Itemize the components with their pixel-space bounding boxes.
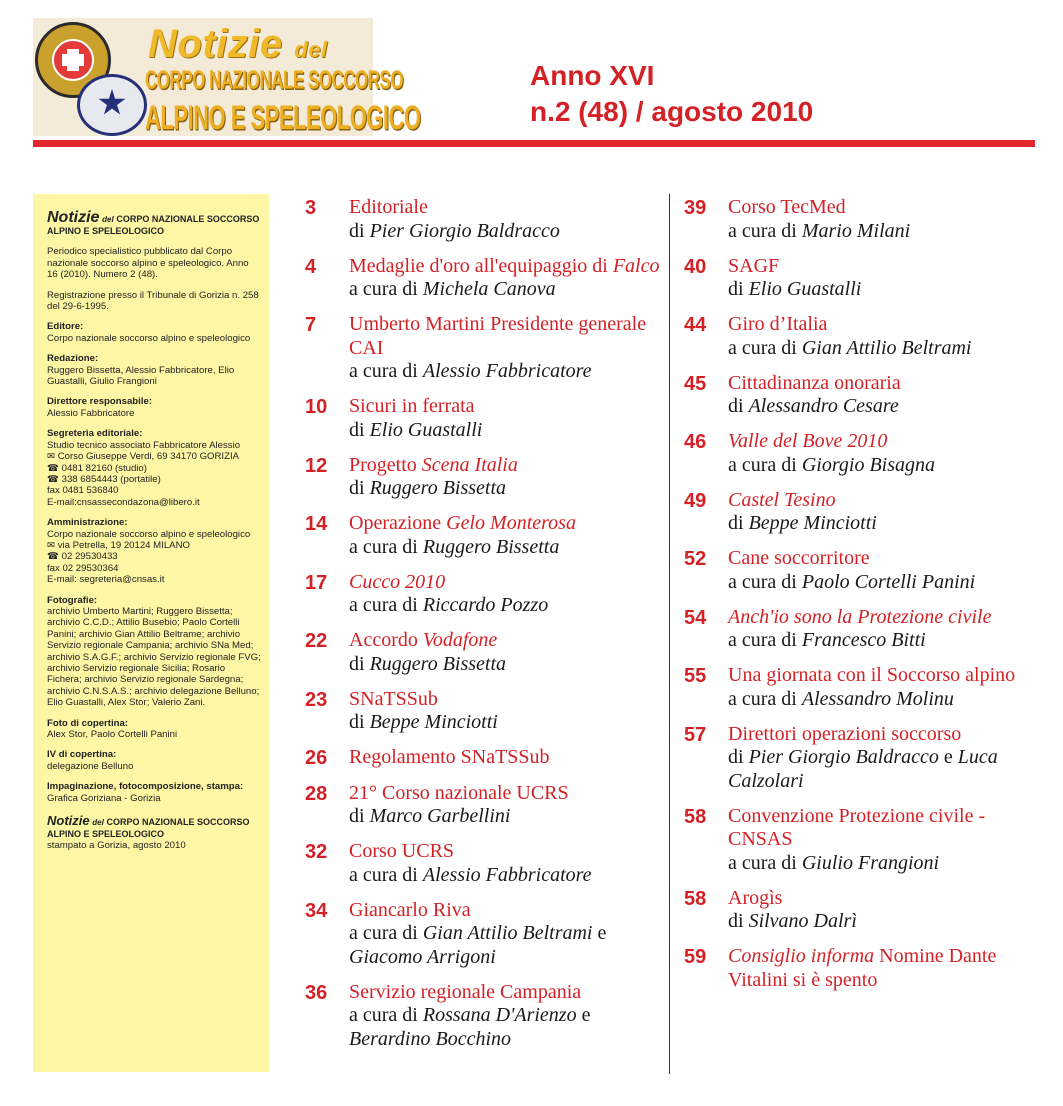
magazine-logo <box>33 18 421 137</box>
toc-page-number: 32 <box>305 841 328 863</box>
colophon-fotografie: Fotografie: archivio Umberto Martini; Ruggero Bissetta; archivio C.C.D.; Attilio Busebio; Paolo Cortelli Panini; archivio Gian Attilio Beltrame; archivio Servizio regionale Campania; archivio SNa Med; archivio S.A.G.F.; archivio Servizio regionale FVG; archivio Servizio regionale Sicilia; Rosario Fichera; archivio Servizio regionale Sardegna; archivio C.N.S.A.S.; archivio delegazione Belluno; Elio Guastalli, Alex Stor; Valerio Zani. <box>47 594 261 709</box>
colophon-redazione: Redazione: Ruggero Bissetta, Alessio Fabbricatore, Elio Guastalli, Giulio Frangioni <box>47 353 235 388</box>
toc-title: SAGF <box>728 254 780 277</box>
toc-author: di Pier Giorgio Baldracco e Luca Calzolari <box>728 746 998 792</box>
issue-number: n.2 (48) / agosto 2010 <box>530 96 814 127</box>
toc-page-number: 39 <box>684 197 707 219</box>
toc-page-number: 23 <box>305 688 328 711</box>
header-divider <box>33 140 1035 147</box>
toc-title: Castel Tesino <box>728 488 836 511</box>
logo-title: Notizie del <box>148 22 328 66</box>
toc-column-left <box>305 196 660 1063</box>
toc-title: Una giornata con il Soccorso alpino <box>728 664 1016 686</box>
toc-page-number: 3 <box>305 197 317 219</box>
toc-title: Consiglio informa Nomine Dante Vitalini si è spento <box>728 945 997 991</box>
toc-page-number: 55 <box>684 665 707 687</box>
toc-author: di Ruggero Bissetta <box>349 652 507 675</box>
toc-author: a cura di Francesco Bitti <box>728 629 926 651</box>
toc-author: di Elio Guastalli <box>349 418 483 441</box>
toc-author: di Silvano Dalrì <box>728 910 857 932</box>
toc-page-number: 49 <box>684 489 707 512</box>
colophon-copertina: Foto di copertina: Alex Stor, Paolo Cortelli Panini <box>47 717 178 741</box>
toc-title: Corso UCRS <box>349 840 455 862</box>
toc-page-number: 52 <box>684 548 707 570</box>
toc-page-number: 54 <box>684 606 707 629</box>
toc-title: Anch'io sono la Protezione civile <box>728 605 992 628</box>
toc-title: Giancarlo Riva <box>349 898 471 921</box>
colophon-registration: Registrazione presso il Tribunale di Gorizia n. 258 del 29-6-1995. <box>47 289 259 313</box>
issue-info <box>530 58 813 130</box>
toc-title: Valle del Bove 2010 <box>728 430 888 452</box>
toc-entry <box>684 887 1044 934</box>
toc-entry <box>305 571 660 618</box>
toc-entry <box>305 840 660 887</box>
toc-title: Cittadinanza onoraria <box>728 371 901 394</box>
toc-column-right <box>684 196 1044 1004</box>
toc-entry <box>305 688 660 735</box>
toc-title: Medaglie d'oro all'equipaggio di Falco <box>349 254 660 277</box>
toc-entry <box>305 782 660 829</box>
toc-title: Convenzione Protezione civile - CNSAS <box>728 804 986 850</box>
toc-author: di Elio Guastalli <box>728 278 862 300</box>
toc-author: a cura di Gian Attilio Beltrami e Giacomo Arrigoni <box>349 922 607 968</box>
toc-entry <box>684 430 1044 477</box>
colophon-footer: Notizie del CORPO NAZIONALE SOCCORSO ALPINO E SPELEOLOGICO stampato a Gorizia, agosto 2010 <box>47 813 250 852</box>
toc-entry <box>305 746 660 770</box>
toc-author: di Beppe Minciotti <box>728 512 877 534</box>
toc-author: a cura di Alessandro Molinu <box>728 687 954 710</box>
toc-entry <box>684 255 1044 302</box>
toc-page-number: 10 <box>305 396 328 418</box>
toc-author: a cura di Michela Canova <box>349 278 556 300</box>
issue-year: Anno XVI <box>530 60 655 91</box>
toc-page-number: 17 <box>305 571 328 594</box>
toc-entry <box>684 664 1044 711</box>
toc-title: Regolamento SNaTSSub <box>349 746 550 768</box>
toc-entry <box>684 723 1044 794</box>
toc-author: a cura di Giulio Frangioni <box>728 851 940 874</box>
toc-author: a cura di Paolo Cortelli Panini <box>728 570 976 593</box>
toc-title: Editoriale <box>349 196 428 218</box>
colophon-iv-copertina: IV di copertina: delegazione Belluno <box>47 749 134 772</box>
toc-entry <box>684 196 1044 243</box>
toc-page-number: 45 <box>684 372 707 395</box>
toc-entry <box>305 981 660 1052</box>
toc-title: 21° Corso nazionale UCRS <box>349 781 569 804</box>
toc-page-number: 57 <box>684 723 707 746</box>
toc-title: Arogìs <box>728 886 783 909</box>
colophon-masthead: Notizie del CORPO NAZIONALE SOCCORSO ALPINO E SPELEOLOGICO <box>47 209 260 236</box>
cai-emblem-icon <box>77 74 147 136</box>
toc-page-number: 40 <box>684 255 707 278</box>
toc-entry <box>684 606 1044 653</box>
toc-page-number: 34 <box>305 899 328 922</box>
logo-subtitle-line1: CORPO NAZIONALE SOCCORSO <box>145 66 404 95</box>
toc-author: a cura di Mario Milani <box>728 219 911 242</box>
toc-entry <box>684 489 1044 536</box>
toc-page-number: 59 <box>684 946 707 968</box>
toc-author: a cura di Giorgio Bisagna <box>728 453 936 476</box>
toc-author: a cura di Ruggero Bissetta <box>349 535 560 558</box>
toc-page-number: 14 <box>305 513 328 535</box>
logo-subtitle-line2: ALPINO E SPELEOLOGICO <box>145 98 421 137</box>
colophon-impaginazione: Impaginazione, fotocomposizione, stampa: Grafica Goriziana - Gorizia <box>47 781 244 804</box>
toc-author: di Marco Garbellini <box>349 805 511 827</box>
toc-page-number: 22 <box>305 630 328 652</box>
toc-page-number: 44 <box>684 314 707 336</box>
toc-title: Cucco 2010 <box>349 570 446 593</box>
toc-page-number: 7 <box>305 314 317 336</box>
toc-title: Servizio regionale Campania <box>349 980 582 1003</box>
toc-title: Umberto Martini Presidente generale CAI <box>349 313 647 359</box>
toc-title: Progetto Scena Italia <box>349 453 518 476</box>
colophon-amministrazione: Amministrazione: Corpo nazionale soccorso alpino e speleologico ✉ via Petrella, 19 20124 MILANO ☎ 02 29530433 fax 02 29530364 E-mail: segreteria@cnsas.it <box>47 517 251 586</box>
toc-title: Corso TecMed <box>728 196 846 218</box>
toc-author: a cura di Alessio Fabbricatore <box>349 360 592 382</box>
toc-entry <box>305 629 660 676</box>
toc-entry <box>305 196 660 243</box>
toc-title: Operazione Gelo Monterosa <box>349 512 576 534</box>
colophon-segreteria: Segreteria editoriale: Studio tecnico associato Fabbricatore Alessio ✉ Corso Giuseppe Verdi, 69 34170 GORIZIA ☎ 0481 82160 (studio) ☎ 338 6854443 (portatile) fax 0481 536840 E-mail:cnsassecondazona@libero.it <box>47 428 241 508</box>
toc-page-number: 12 <box>305 454 328 477</box>
toc-entry <box>305 899 660 970</box>
toc-title: Direttori operazioni soccorso <box>728 722 962 745</box>
column-divider <box>669 194 670 1074</box>
toc-author: a cura di Alessio Fabbricatore <box>349 863 592 886</box>
toc-title: Accordo Vodafone <box>349 629 498 651</box>
toc-entry <box>305 454 660 501</box>
toc-entry <box>305 255 660 302</box>
toc-title: SNaTSSub <box>349 687 438 710</box>
toc-author: di Alessandro Cesare <box>728 395 899 417</box>
toc-entry <box>305 512 660 559</box>
toc-author: di Ruggero Bissetta <box>349 477 507 499</box>
toc-author: di Pier Giorgio Baldracco <box>349 219 560 242</box>
toc-entry <box>684 547 1044 594</box>
toc-entry <box>684 805 1044 876</box>
toc-author: a cura di Rossana D'Arienzo e Berardino Bocchino <box>349 1004 591 1050</box>
toc-page-number: 26 <box>305 747 328 769</box>
colophon-direttore: Direttore responsabile: Alessio Fabbricatore <box>47 396 153 419</box>
toc-page-number: 4 <box>305 255 317 278</box>
toc-author: di Beppe Minciotti <box>349 711 498 733</box>
toc-entry <box>305 313 660 384</box>
toc-page-number: 28 <box>305 782 328 805</box>
toc-page-number: 58 <box>684 887 707 910</box>
toc-author: a cura di Riccardo Pozzo <box>349 594 549 616</box>
colophon-sidebar <box>33 194 269 1072</box>
toc-entry <box>684 313 1044 360</box>
toc-title: Sicuri in ferrata <box>349 395 475 417</box>
toc-page-number: 36 <box>305 981 328 1004</box>
toc-entry <box>684 372 1044 419</box>
toc-page-number: 46 <box>684 431 707 453</box>
toc-title: Cane soccorritore <box>728 547 870 569</box>
toc-entry <box>305 395 660 442</box>
toc-entry <box>684 945 1044 992</box>
toc-title: Giro d’Italia <box>728 313 828 335</box>
colophon-editore: Editore: Corpo nazionale soccorso alpino e speleologico <box>47 321 251 344</box>
colophon-intro: Periodico specialistico pubblicato dal Corpo nazionale soccorso alpino e speleologico. Anno 16 (2010). Numero 2 (48). <box>47 246 249 281</box>
toc-author: a cura di Gian Attilio Beltrami <box>728 336 972 359</box>
toc-page-number: 58 <box>684 805 707 828</box>
